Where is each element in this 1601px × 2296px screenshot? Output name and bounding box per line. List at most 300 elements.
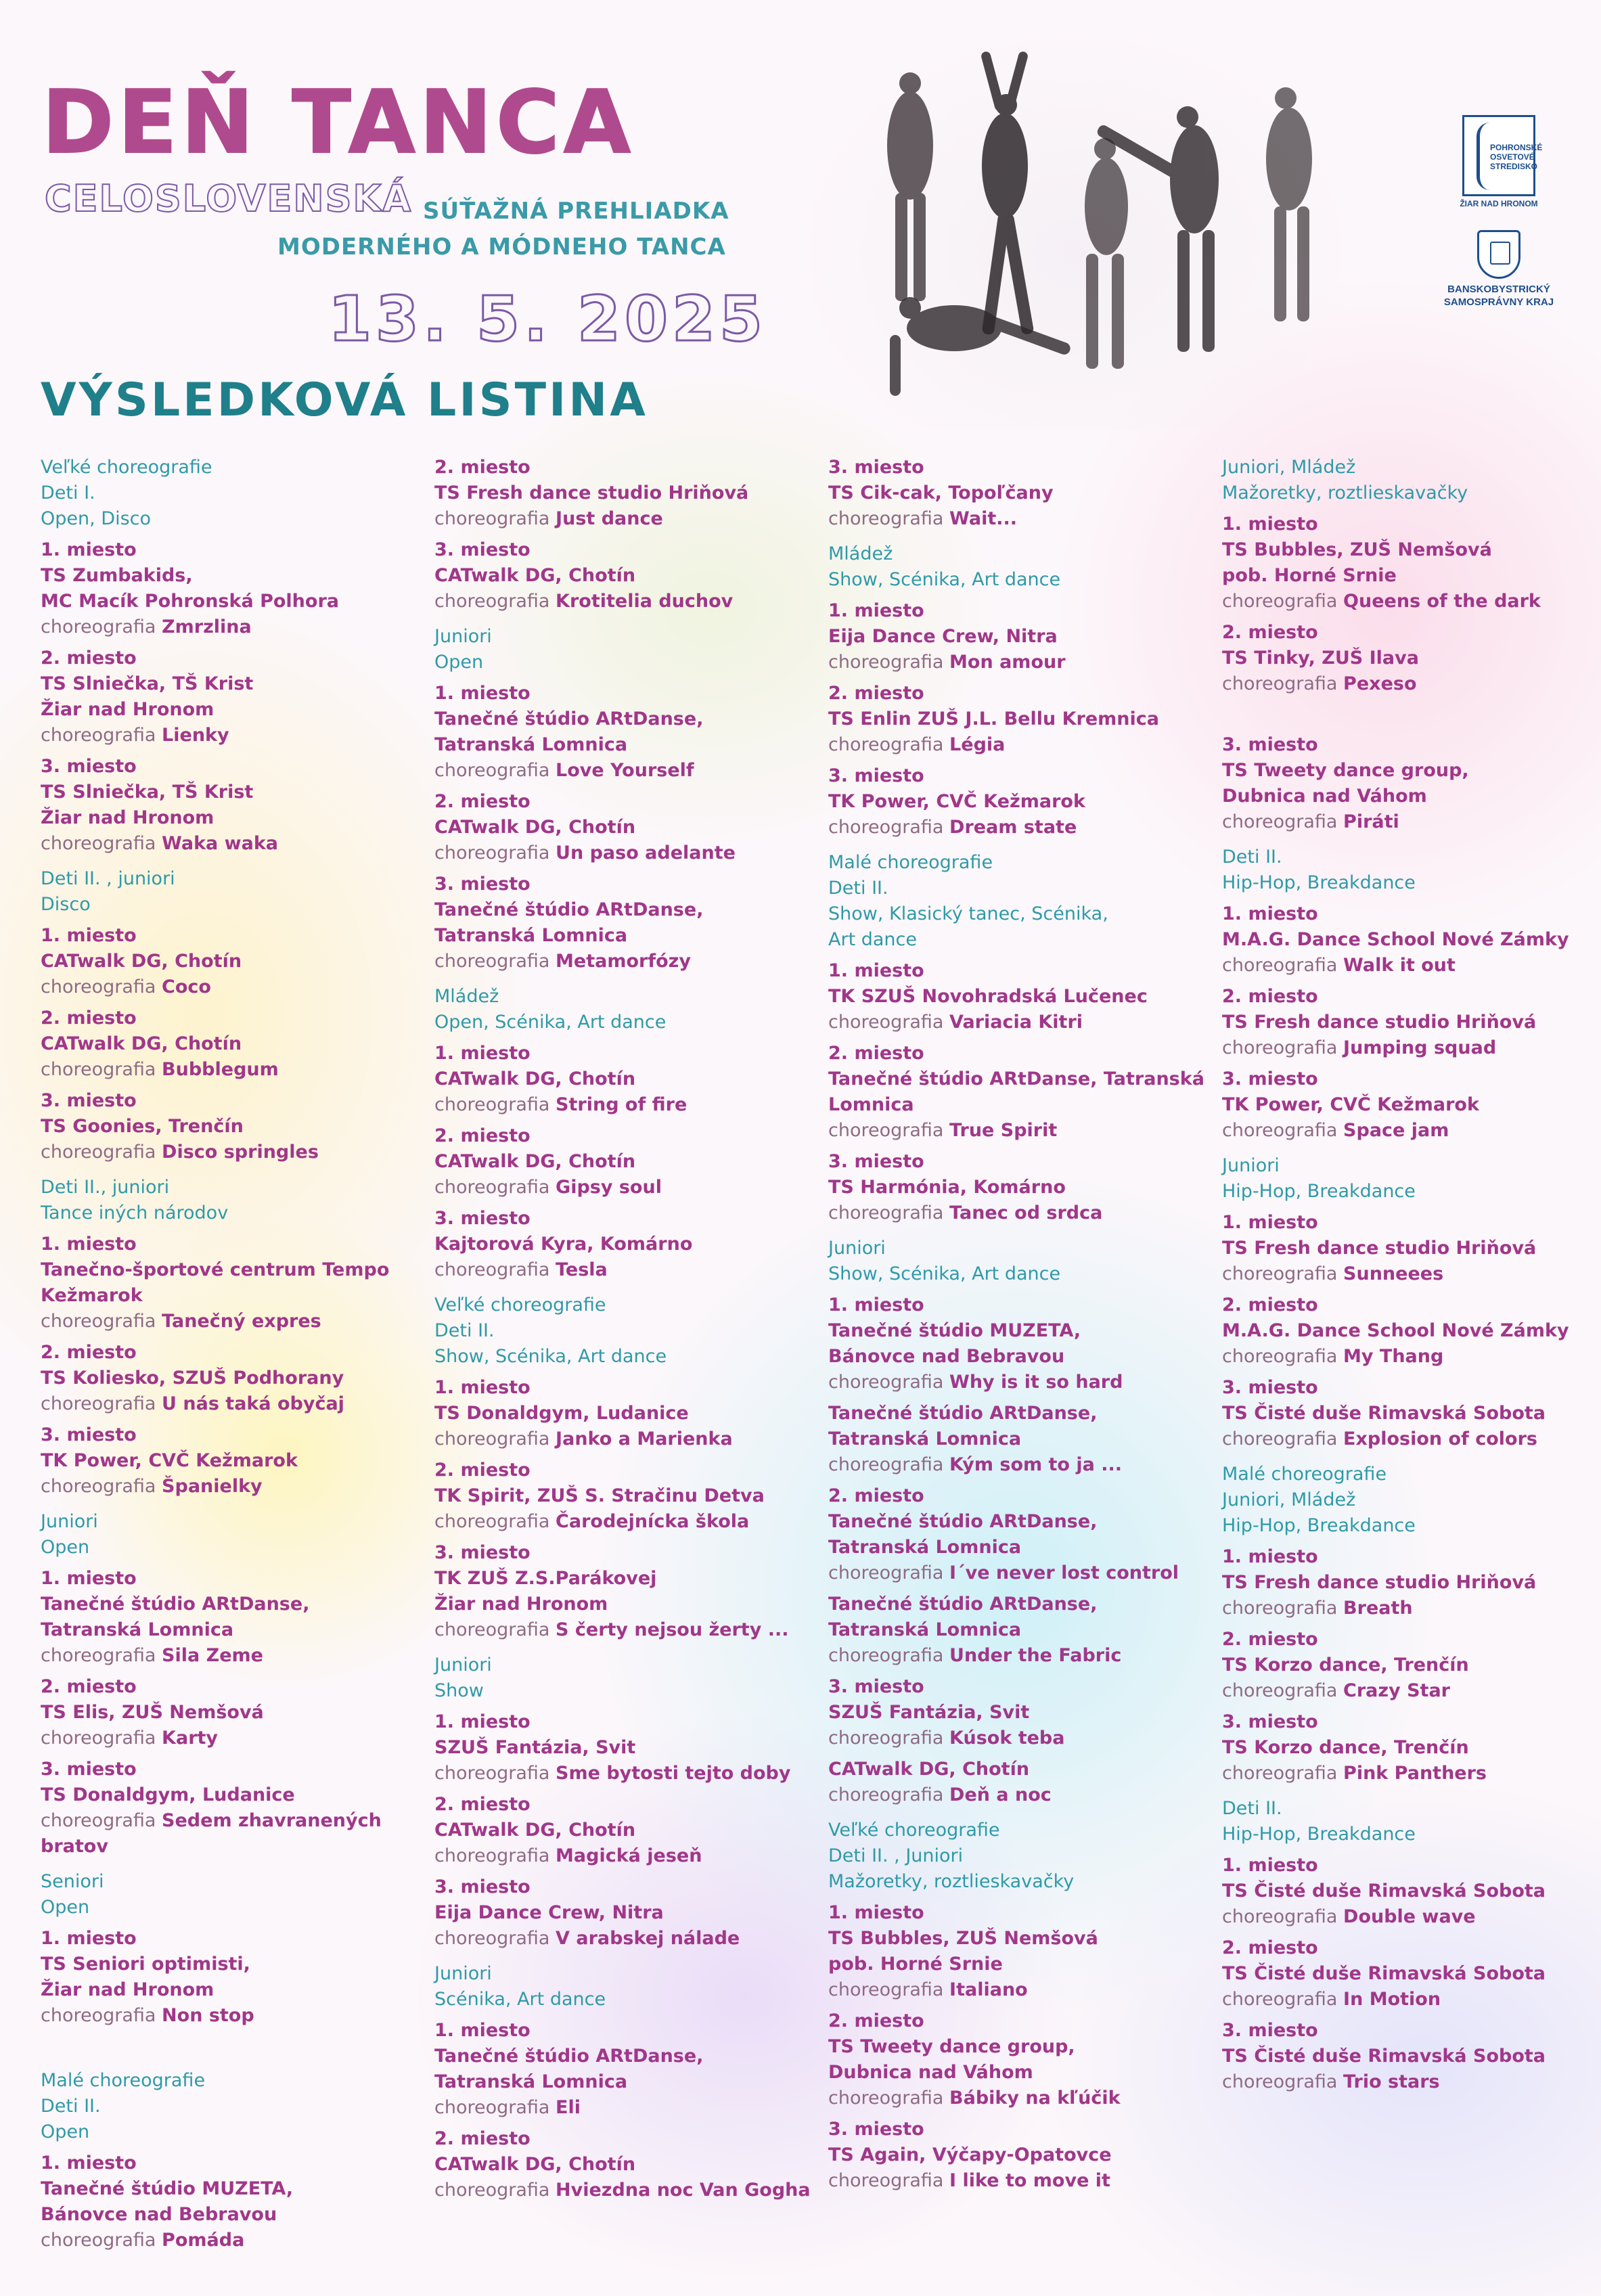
- ensemble-name: CATwalk DG, Chotín: [41, 951, 242, 972]
- choreography-title: Tanec od srdca: [949, 1202, 1103, 1223]
- placement: 1. miesto: [41, 1234, 137, 1255]
- category-heading: [41, 1175, 420, 1226]
- choreography: choreografia Janko a Marienka: [434, 1428, 733, 1449]
- category-line: Mládež: [434, 986, 499, 1007]
- choreography-title: Coco: [162, 976, 211, 997]
- placement: 2. miesto: [434, 1125, 531, 1146]
- choreography: choreografia Mon amour: [828, 652, 1066, 673]
- choreography: choreografia Non stop: [41, 2005, 254, 2026]
- category-line: Mládež: [828, 543, 893, 564]
- placement: 3. miesto: [1222, 2020, 1318, 2041]
- results-column-3: [828, 455, 1207, 2194]
- subtitle-competition: SÚŤAŽNÁ PREHLIADKA: [423, 198, 729, 225]
- ensemble-name: TS Elis, ZUŠ Nemšová: [41, 1702, 264, 1723]
- category-line: Hip-Hop, Breakdance: [1222, 1181, 1416, 1202]
- category-heading: [434, 1292, 813, 1370]
- placement: 1. miesto: [434, 1711, 531, 1732]
- event-date: 13. 5. 2025: [328, 283, 767, 355]
- placement: 3. miesto: [1222, 1711, 1318, 1732]
- choreography-title: Metamorfózy: [556, 951, 691, 972]
- choreography-title: Lienky: [162, 725, 229, 746]
- category-line: Deti II. , Juniori: [828, 1845, 964, 1866]
- result-entry: [41, 1422, 420, 1500]
- choreography: choreografia Metamorfózy: [434, 951, 691, 972]
- choreography-title: Kúsok teba: [949, 1728, 1065, 1749]
- result-entry: [41, 646, 420, 748]
- category-line: Hip-Hop, Breakdance: [1222, 1824, 1416, 1845]
- choreography: choreografia Jumping squad: [1222, 1037, 1497, 1058]
- choreography: choreografia Piráti: [1222, 811, 1399, 832]
- ensemble-name: TS Enlin ZUŠ J.L. Bellu Kremnica: [828, 708, 1159, 729]
- choreography-title: Sedem zhavranených: [162, 1810, 382, 1831]
- choreography: choreografia U nás taká obyčaj: [41, 1393, 344, 1414]
- spacer: [1222, 697, 1601, 727]
- choreography: choreografia Španielky: [41, 1476, 263, 1497]
- result-entry: [41, 537, 420, 640]
- category-heading: [828, 541, 1207, 593]
- logo2-line: SAMOSPRÁVNY KRAJ: [1443, 296, 1554, 308]
- ensemble-name: TS Slniečka, TŠ Krist: [41, 673, 254, 694]
- ensemble-name: TS Goonies, Trenčín: [41, 1116, 244, 1137]
- choreography-title: Légia: [949, 734, 1006, 755]
- category-line: Mažoretky, roztlieskavačky: [828, 1871, 1075, 1892]
- ensemble-name: CATwalk DG, Chotín: [434, 1068, 636, 1089]
- ensemble-name: CATwalk DG, Chotín: [434, 1820, 636, 1841]
- choreography-title: Janko a Marienka: [556, 1428, 733, 1449]
- choreography: choreografia Krotitelia duchov: [434, 591, 734, 612]
- logo1-line: OSVETOVÉ: [1490, 152, 1535, 162]
- ensemble-name: Lomnica: [828, 1094, 914, 1115]
- choreography: choreografia V arabskej nálade: [434, 1928, 740, 1949]
- ensemble-name: CATwalk DG, Chotín: [434, 565, 636, 586]
- choreography-title: Dream state: [949, 817, 1077, 838]
- ensemble-name: Bánovce nad Bebravou: [41, 2204, 277, 2225]
- result-entry: [1222, 1210, 1601, 1287]
- choreography-title: Variacia Kitri: [949, 1012, 1083, 1033]
- choreography-title: Jumping squad: [1343, 1037, 1497, 1058]
- bbsk-crest-icon: [1477, 230, 1520, 279]
- category-line: Show, Klasický tanec, Scénika,: [828, 903, 1108, 924]
- ensemble-name: TS Fresh dance studio Hriňová: [1222, 1238, 1537, 1259]
- ensemble-name: CATwalk DG, Chotín: [828, 1759, 1030, 1780]
- category-line: Juniori: [828, 1238, 886, 1259]
- result-entry: [828, 958, 1207, 1035]
- ensemble-name: Bánovce nad Bebravou: [828, 1346, 1065, 1367]
- choreography-title: Explosion of colors: [1343, 1428, 1537, 1449]
- ensemble-name: Tatranská Lomnica: [434, 925, 628, 946]
- choreography-title: My Thang: [1343, 1346, 1444, 1367]
- ensemble-name: Eija Dance Crew, Nitra: [434, 1902, 664, 1923]
- category-line: Tance iných národov: [41, 1202, 229, 1223]
- placement: 2. miesto: [434, 457, 531, 478]
- result-entry: [41, 1232, 420, 1334]
- choreography: choreografia Pink Panthers: [1222, 1763, 1487, 1784]
- choreography-continued: [41, 1834, 420, 1860]
- choreography-title: Tanečný expres: [162, 1311, 321, 1332]
- choreography-title: Just dance: [556, 508, 663, 529]
- category-line: Mažoretky, roztlieskavačky: [1222, 482, 1468, 503]
- result-entry: [828, 681, 1207, 758]
- ensemble-name: TS Koliesko, SZUŠ Podhorany: [41, 1368, 344, 1389]
- ensemble-name: TS Bubbles, ZUŠ Nemšová: [828, 1928, 1098, 1949]
- ensemble-name: TS Korzo dance, Trenčín: [1222, 1737, 1469, 1758]
- placement: 2. miesto: [41, 648, 137, 669]
- ensemble-name: Tanečné štúdio MUZETA,: [41, 2178, 294, 2199]
- result-entry: [41, 1006, 420, 1083]
- result-entry: [434, 537, 813, 614]
- choreography-title: Un paso adelante: [556, 842, 736, 863]
- choreography-title: Sila Zeme: [162, 1645, 263, 1666]
- category-line: Seniori: [41, 1871, 104, 1892]
- category-heading: [1222, 1796, 1601, 1847]
- result-entry: [434, 1540, 813, 1643]
- choreography-title: Wait...: [949, 508, 1018, 529]
- choreography-title: Walk it out: [1343, 955, 1456, 976]
- category-line: Juniori: [434, 1655, 492, 1675]
- result-entry: [41, 1926, 420, 2029]
- choreography: choreografia Double wave: [1222, 1906, 1476, 1927]
- ensemble-name: Tanečné štúdio ARtDanse,: [434, 899, 704, 920]
- category-line: Deti II., juniori: [41, 1177, 170, 1198]
- result-entry: [434, 1709, 813, 1786]
- result-entry: [434, 789, 813, 866]
- category-line: Malé choreografie: [1222, 1464, 1387, 1485]
- choreography-title: Italiano: [949, 1979, 1028, 2000]
- ensemble-name: TS Donaldgym, Ludanice: [41, 1784, 295, 1805]
- choreography: choreografia Un paso adelante: [434, 842, 736, 863]
- ensemble-name: Kajtorová Kyra, Komárno: [434, 1234, 693, 1255]
- choreography: choreografia Walk it out: [1222, 955, 1456, 976]
- result-entry: [1222, 984, 1601, 1061]
- category-heading: [1222, 455, 1601, 506]
- category-line: Open, Disco: [41, 508, 152, 529]
- choreography: choreografia Breath: [1222, 1598, 1413, 1619]
- choreography: choreografia Légia: [828, 734, 1006, 755]
- choreography-title: Why is it so hard: [949, 1372, 1123, 1393]
- category-line: Open: [41, 2121, 90, 2142]
- choreography-title: Sunneees: [1343, 1263, 1444, 1284]
- ensemble-name: TS Fresh dance studio Hriňová: [1222, 1572, 1537, 1593]
- result-entry: [1222, 1544, 1601, 1621]
- choreography: choreografia Deň a noc: [828, 1784, 1052, 1805]
- dancers-illustration: [809, 37, 1343, 430]
- ensemble-name: CATwalk DG, Chotín: [41, 1033, 242, 1054]
- ensemble-name: TS Tweety dance group,: [828, 2036, 1075, 2057]
- choreography-title: Magická jeseň: [556, 1845, 702, 1866]
- category-heading: [828, 1236, 1207, 1287]
- category-line: Art dance: [828, 929, 917, 950]
- pohronske-osvetove-stredisko-logo: [1462, 115, 1543, 196]
- ensemble-name: TK ZUŠ Z.S.Parákovej: [434, 1568, 657, 1589]
- choreography-title: V arabskej nálade: [556, 1928, 740, 1949]
- choreography-title: U nás taká obyčaj: [162, 1393, 344, 1414]
- choreography: choreografia Čarodejnícka škola: [434, 1511, 750, 1532]
- ensemble-name: TS Fresh dance studio Hriňová: [1222, 1012, 1537, 1033]
- choreography: choreografia Just dance: [434, 508, 663, 529]
- placement: 2. miesto: [1222, 1937, 1318, 1958]
- placement: 1. miesto: [1222, 903, 1318, 924]
- choreography: choreografia Dream state: [828, 817, 1077, 838]
- placement: 3. miesto: [41, 1759, 137, 1780]
- category-line: Hip-Hop, Breakdance: [1222, 1515, 1416, 1536]
- placement: 1. miesto: [828, 600, 924, 621]
- ensemble-name: TK Power, CVČ Kežmarok: [41, 1450, 298, 1471]
- choreography: choreografia Lienky: [41, 725, 229, 746]
- ensemble-name: Žiar nad Hronom: [41, 1979, 215, 2000]
- result-entry: [828, 1674, 1207, 1751]
- placement: 1. miesto: [434, 2020, 531, 2041]
- result-entry: [1222, 1709, 1601, 1786]
- category-line: Open: [434, 652, 484, 673]
- ensemble-name: TS Seniori optimisti,: [41, 1954, 250, 1975]
- ensemble-name: Žiar nad Hronom: [41, 807, 215, 828]
- category-line: Juniori: [1222, 1155, 1280, 1176]
- choreography-title: Space jam: [1343, 1120, 1449, 1141]
- choreography: choreografia True Spirit: [828, 1120, 1058, 1141]
- category-heading: [434, 624, 813, 675]
- choreography-title: Disco springles: [162, 1142, 319, 1163]
- result-entry: [1222, 1066, 1601, 1144]
- choreography-title: Pexeso: [1343, 673, 1417, 694]
- logo2-line: BANSKOBYSTRICKÝ: [1447, 284, 1550, 295]
- category-heading: [41, 2068, 420, 2145]
- ensemble-name: Tatranská Lomnica: [828, 1537, 1022, 1558]
- category-line: Deti II.: [41, 2096, 101, 2117]
- result-entry: [1222, 1853, 1601, 1930]
- ensemble-name: TS Cik-cak, Topoľčany: [828, 482, 1054, 503]
- choreography-title: Non stop: [162, 2005, 254, 2026]
- choreography: choreografia S čerty nejsou žerty ...: [434, 1619, 789, 1640]
- ensemble-name: Kežmarok: [41, 1285, 143, 1306]
- ensemble-name: Tanečné štúdio ARtDanse, Tatranská: [828, 1068, 1204, 1089]
- choreography: choreografia Bábiky na kľúčik: [828, 2088, 1121, 2109]
- ensemble-name: CATwalk DG, Chotín: [434, 817, 636, 838]
- category-line: Scénika, Art dance: [434, 1989, 606, 2010]
- ensemble-name: Tanečné štúdio MUZETA,: [828, 1320, 1081, 1341]
- result-entry: [1222, 732, 1601, 835]
- category-heading: [41, 1509, 420, 1560]
- bbsk-logo-text: [1435, 283, 1563, 309]
- choreography: choreografia Eli: [434, 2097, 581, 2118]
- category-heading: [1222, 1462, 1601, 1539]
- choreography: choreografia I´ve never lost control: [828, 1562, 1179, 1583]
- placement: 1. miesto: [41, 1568, 137, 1589]
- result-entry: [41, 923, 420, 1000]
- placement: 3. miesto: [434, 1876, 531, 1897]
- logo1-line: STREDISKO: [1490, 162, 1538, 171]
- placement: 1. miesto: [828, 1902, 924, 1923]
- category-heading: [1222, 1153, 1601, 1205]
- choreography: choreografia Space jam: [1222, 1120, 1449, 1141]
- ensemble-name: pob. Horné Srnie: [828, 1954, 1003, 1975]
- choreography: choreografia Tanečný expres: [41, 1311, 321, 1332]
- choreography: choreografia Bubblegum: [41, 1059, 279, 1080]
- event-title: DEŇ TANCA: [42, 72, 635, 173]
- category-line: Deti II.: [434, 1320, 495, 1341]
- choreography-title: Kým som to ja ...: [949, 1454, 1123, 1475]
- ensemble-name: Dubnica nad Váhom: [828, 2062, 1033, 2083]
- choreography: choreografia Crazy Star: [1222, 1680, 1450, 1701]
- placement: 1. miesto: [41, 925, 137, 946]
- choreography-title: I like to move it: [949, 2170, 1110, 2191]
- category-line: Open: [41, 1537, 90, 1558]
- choreography: choreografia Sedem zhavranených: [41, 1810, 382, 1831]
- choreography: choreografia Sila Zeme: [41, 1645, 263, 1666]
- choreography: choreografia Zmrzlina: [41, 616, 252, 637]
- choreography-title: I´ve never lost control: [949, 1562, 1179, 1583]
- choreography: choreografia Wait...: [828, 508, 1018, 529]
- choreography: choreografia Variacia Kitri: [828, 1012, 1083, 1033]
- result-entry: [434, 872, 813, 974]
- ensemble-name: TS Again, Výčapy-Opatovce: [828, 2144, 1112, 2165]
- ensemble-name: Tanečné štúdio ARtDanse,: [434, 708, 704, 729]
- result-entry: [434, 1123, 813, 1200]
- result-entry: [828, 1900, 1207, 2003]
- category-line: Veľké choreografie: [41, 457, 212, 478]
- choreography: choreografia Hviezdna noc Van Gogha: [434, 2180, 811, 2201]
- ensemble-name: TS Bubbles, ZUŠ Nemšová: [1222, 539, 1492, 560]
- placement: 2. miesto: [828, 1485, 924, 1506]
- placement: 1. miesto: [41, 539, 137, 560]
- choreography: choreografia Kúsok teba: [828, 1728, 1065, 1749]
- choreography: choreografia Disco springles: [41, 1142, 319, 1163]
- category-line: Veľké choreografie: [828, 1820, 1000, 1841]
- category-line: Deti II.: [828, 878, 888, 899]
- category-line: Show, Scénika, Art dance: [828, 1263, 1061, 1284]
- placement: 3. miesto: [434, 1542, 531, 1563]
- category-line: Juniori, Mládež: [1222, 457, 1356, 478]
- ensemble-name: TS Zumbakids,: [41, 565, 193, 586]
- category-heading: [434, 1961, 813, 2012]
- placement: 1. miesto: [434, 1043, 531, 1064]
- choreography: choreografia Queens of the dark: [1222, 591, 1541, 612]
- category-line: Hip-Hop, Breakdance: [1222, 872, 1416, 893]
- choreography-title: Deň a noc: [949, 1784, 1052, 1805]
- category-heading: [434, 984, 813, 1035]
- result-entry: [41, 1088, 420, 1165]
- choreography: choreografia Karty: [41, 1728, 219, 1749]
- result-entry: [41, 2151, 420, 2253]
- placement: 3. miesto: [434, 874, 531, 895]
- placement: 2. miesto: [1222, 622, 1318, 643]
- choreography-title: Sme bytosti tejto doby: [556, 1763, 791, 1784]
- choreography: choreografia Magická jeseň: [434, 1845, 702, 1866]
- ensemble-name: Tanečné štúdio ARtDanse,: [41, 1594, 310, 1615]
- ensemble-name: TK SZUŠ Novohradská Lučenec: [828, 986, 1148, 1007]
- results-column-1: [41, 455, 420, 2253]
- choreography: choreografia Kým som to ja ...: [828, 1454, 1123, 1475]
- ensemble-name: Tatranská Lomnica: [828, 1428, 1022, 1449]
- ensemble-name: M.A.G. Dance School Nové Zámky: [1222, 1320, 1569, 1341]
- result-entry: [828, 1292, 1207, 1395]
- ensemble-name: Tatranská Lomnica: [828, 1619, 1022, 1640]
- choreography: choreografia Love Yourself: [434, 760, 694, 781]
- ensemble-name: TK Power, CVČ Kežmarok: [828, 791, 1085, 812]
- choreography-title: Waka waka: [162, 833, 279, 854]
- placement: 3. miesto: [828, 765, 924, 786]
- choreography: choreografia I like to move it: [828, 2170, 1110, 2191]
- result-entry: [434, 1206, 813, 1283]
- category-heading: [434, 1652, 813, 1704]
- result-entry: [41, 1340, 420, 1417]
- placement: 3. miesto: [1222, 1377, 1318, 1398]
- ensemble-name: MC Macík Pohronská Polhora: [41, 591, 339, 612]
- placement: 3. miesto: [41, 1424, 137, 1445]
- choreography-title: Čarodejnícka škola: [556, 1511, 750, 1532]
- results-list: [0, 455, 1601, 2282]
- result-entry: [828, 1149, 1207, 1226]
- logo1-subtitle: ŽIAR NAD HRONOM: [1460, 199, 1538, 208]
- category-heading: [828, 850, 1207, 953]
- ensemble-name: SZUŠ Fantázia, Svit: [828, 1702, 1030, 1723]
- ensemble-name: Tatranská Lomnica: [434, 734, 628, 755]
- ensemble-name: Tanečno-športové centrum Tempo: [41, 1259, 390, 1280]
- choreography-title: Tesla: [556, 1259, 608, 1280]
- ensemble-name: Žiar nad Hronom: [434, 1594, 608, 1615]
- category-line: Open, Scénika, Art dance: [434, 1012, 667, 1033]
- result-entry: [828, 2008, 1207, 2111]
- result-entry: [434, 455, 813, 532]
- results-title: VÝSLEDKOVÁ LISTINA: [41, 374, 648, 427]
- placement: 1. miesto: [1222, 514, 1318, 535]
- placement: 2. miesto: [41, 1676, 137, 1697]
- choreography: choreografia String of fire: [434, 1094, 687, 1115]
- logo1-line: POHRONSKÉ: [1490, 143, 1543, 152]
- choreography-title: Hviezdna noc Van Gogha: [556, 2180, 811, 2201]
- result-entry: [1222, 512, 1601, 614]
- result-entry: [1222, 2018, 1601, 2095]
- category-heading: [41, 1869, 420, 1920]
- choreography: choreografia Sme bytosti tejto doby: [434, 1763, 791, 1784]
- choreography-title: Bubblegum: [162, 1059, 279, 1080]
- placement: 2. miesto: [1222, 1295, 1318, 1315]
- ensemble-name: M.A.G. Dance School Nové Zámky: [1222, 929, 1569, 950]
- result-entry: [828, 1401, 1207, 1478]
- choreography-title: Trio stars: [1343, 2071, 1440, 2092]
- poster-header: [0, 0, 1601, 447]
- results-column-2: [434, 455, 813, 2203]
- category-heading: [1222, 845, 1601, 896]
- placement: 2. miesto: [828, 2010, 924, 2031]
- placement: 3. miesto: [1222, 734, 1318, 755]
- placement: 2. miesto: [1222, 986, 1318, 1007]
- placement: 1. miesto: [1222, 1855, 1318, 1876]
- result-entry: [434, 1375, 813, 1452]
- choreography-title: Pomáda: [162, 2230, 245, 2251]
- subtitle-nationwide: CELOSLOVENSKÁ: [45, 177, 413, 220]
- choreography: choreografia Tanec od srdca: [828, 1202, 1103, 1223]
- placement: 2. miesto: [41, 1342, 137, 1363]
- choreography: choreografia Italiano: [828, 1979, 1028, 2000]
- category-line: Juniori: [434, 626, 492, 647]
- category-line: Juniori: [41, 1511, 98, 1532]
- category-heading: [828, 1818, 1207, 1895]
- choreography-title: Zmrzlina: [162, 616, 252, 637]
- dancers-photo: [809, 37, 1343, 430]
- placement: 3. miesto: [828, 1676, 924, 1697]
- choreography-title: bratov: [41, 1836, 108, 1857]
- ensemble-name: Tanečné štúdio ARtDanse,: [828, 1594, 1098, 1615]
- placement: 2. miesto: [434, 2128, 531, 2149]
- ensemble-name: Tanečné štúdio ARtDanse,: [828, 1511, 1098, 1532]
- choreography-title: Španielky: [162, 1476, 263, 1497]
- category-line: Veľké choreografie: [434, 1295, 606, 1315]
- category-line: Juniori: [434, 1963, 492, 1984]
- result-entry: [1222, 1375, 1601, 1452]
- choreography: choreografia Sunneees: [1222, 1263, 1444, 1284]
- ensemble-name: TS Slniečka, TŠ Krist: [41, 782, 254, 803]
- result-entry: [434, 681, 813, 784]
